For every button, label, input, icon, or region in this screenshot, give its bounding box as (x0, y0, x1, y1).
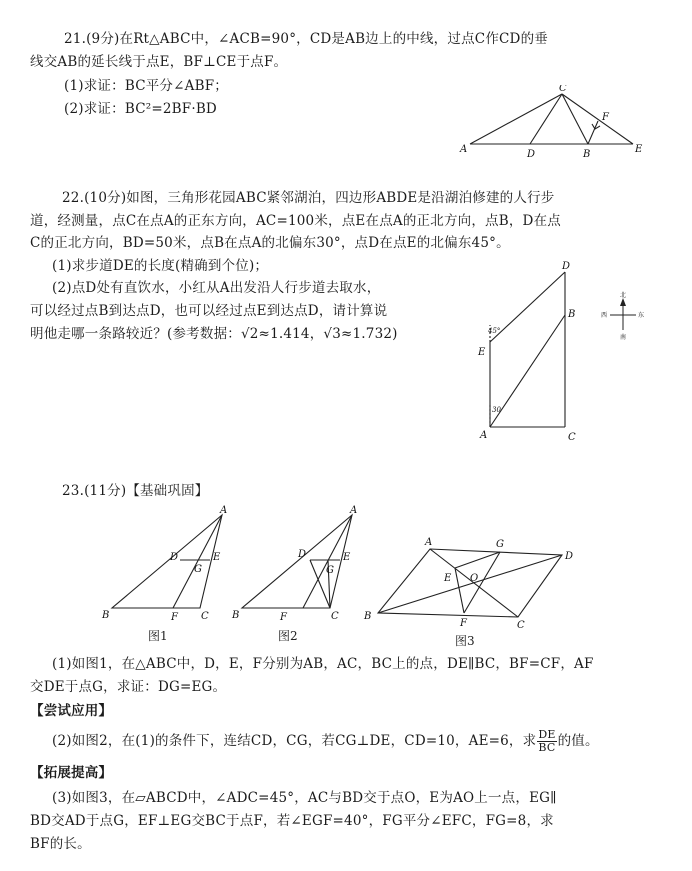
q23-figure-1 (98, 505, 228, 625)
q22-label-D: D (562, 261, 571, 272)
q21-label-D: D (527, 149, 536, 160)
fig1-label-E: E (213, 552, 221, 563)
fig1-label-F: F (171, 612, 178, 623)
compass-south: 南 (620, 334, 627, 340)
fig3-label-E: E (444, 573, 452, 584)
fig3-label-A: A (425, 537, 433, 548)
q23-figure-3 (360, 535, 590, 630)
q23-part1a: (1)如图1，在△ABC中，D，E，F分别为AB，AC，BC上的点，DE∥BC，BF=CF，AF (52, 656, 594, 672)
q23-part2-fraction (537, 729, 556, 754)
q21-part2: (2)求证：BC²=2BF·BD (64, 101, 217, 117)
fraction-numerator: DE (538, 728, 556, 741)
fig1-label-B: B (102, 610, 110, 621)
q21-label-B: B (583, 149, 591, 160)
fig3-label-C: C (517, 620, 525, 630)
fig2-label-D: D (298, 549, 307, 560)
q21-figure (455, 85, 655, 160)
fig1-label-D: D (170, 552, 179, 563)
q23-section2: 【尝试应用】 (30, 703, 113, 719)
fig2-label-F: F (280, 612, 287, 623)
q21-label-F: F (602, 112, 609, 123)
q22-line3: C的正北方向，BD=50米，点B在点A的北偏东30°，点D在点E的北偏东45°。 (30, 235, 510, 251)
fig2-label-B: B (232, 610, 240, 621)
fig2-label-A: A (350, 505, 358, 516)
fig3-label-F: F (460, 618, 467, 629)
q23-part2-pre: (2)如图2，在(1)的条件下，连结CD，CG，若CG⊥DE，CD=10，AE=6，求 (52, 733, 537, 749)
fig3-label-O: O (470, 573, 479, 584)
q22-part1: (1)求步道DE的长度(精确到个位)； (52, 258, 269, 274)
compass-icon (598, 290, 648, 340)
fraction-denominator: BC (538, 741, 556, 754)
q22-line1: 22.(10分)如图，三角形花园ABC紧邻湖泊，四边形ABDE是沿湖泊修建的人行步 (62, 190, 555, 206)
q23-part3a: (3)如图3，在▱ABCD中，∠ADC=45°，AC与BD交于点O，E为AO上一点，EG∥ (52, 790, 557, 806)
q22-label-E: E (478, 347, 486, 358)
q22-part2c: 明他走哪一条路较近？(参考数据：√2≈1.414，√3≈1.732) (30, 326, 398, 342)
q22-part2a: (2)点D处有直饮水，小红从A出发沿人行步道去取水， (52, 280, 381, 296)
fig1-label-C: C (201, 611, 209, 622)
compass-west: 西 (601, 312, 608, 319)
fig3-label-B: B (364, 611, 372, 622)
q22-figure (470, 255, 585, 450)
fig2-label-G: G (326, 565, 334, 576)
q23-section3: 【拓展提高】 (30, 765, 113, 781)
q21-label-E: E (635, 144, 643, 155)
q23-part2 (52, 728, 599, 754)
q22-angle-30: 30 (492, 406, 501, 414)
q22-label-C: C (568, 432, 576, 443)
q22-angle-45: 45° (488, 327, 501, 335)
q21-label-C: C (559, 85, 567, 94)
compass-east: 东 (638, 312, 645, 319)
fig3-caption: 图3 (455, 634, 475, 648)
q21-line1: 21.(9分)在Rt△ABC中，∠ACB=90°，CD是AB边上的中线，过点C作CD的垂 (64, 31, 548, 47)
q22-part2b: 可以经过点B到达点D，也可以经过点E到达点D，请计算说 (30, 303, 388, 319)
q23-part1b: 交DE于点G，求证：DG=EG。 (30, 679, 227, 695)
q22-label-B: B (568, 309, 576, 320)
fig1-label-G: G (194, 564, 202, 575)
q23-part3b: BD交AD于点G，EF⊥EG交BC于点F，若∠EGF=40°，FG平分∠EFC，FG=8，求 (30, 813, 554, 829)
fig1-caption: 图1 (148, 629, 168, 643)
q22-line2: 道，经测量，点C在点A的正东方向，AC=100米，点E在点A的正北方向，点B，D在点 (30, 213, 561, 229)
q23-part2-post: 的值。 (557, 733, 599, 749)
q23-figure-2 (228, 505, 360, 625)
q21-label-A: A (460, 144, 468, 155)
q21-line2: 线交AB的延长线于点E，BF⊥CE于点F。 (30, 54, 288, 70)
fig3-label-D: D (565, 551, 574, 562)
q23-part3c: BF的长。 (30, 836, 91, 852)
q22-label-A: A (480, 430, 488, 441)
compass-north: 北 (620, 292, 627, 299)
q21-part1: (1)求证：BC平分∠ABF； (64, 78, 228, 94)
q23-title: 23.(11分)【基础巩固】 (62, 483, 209, 499)
fig2-label-C: C (331, 611, 339, 622)
fig1-label-A: A (220, 505, 228, 516)
fig2-label-E: E (343, 552, 351, 563)
fig3-label-G: G (496, 539, 504, 550)
fig2-caption: 图2 (278, 629, 298, 643)
